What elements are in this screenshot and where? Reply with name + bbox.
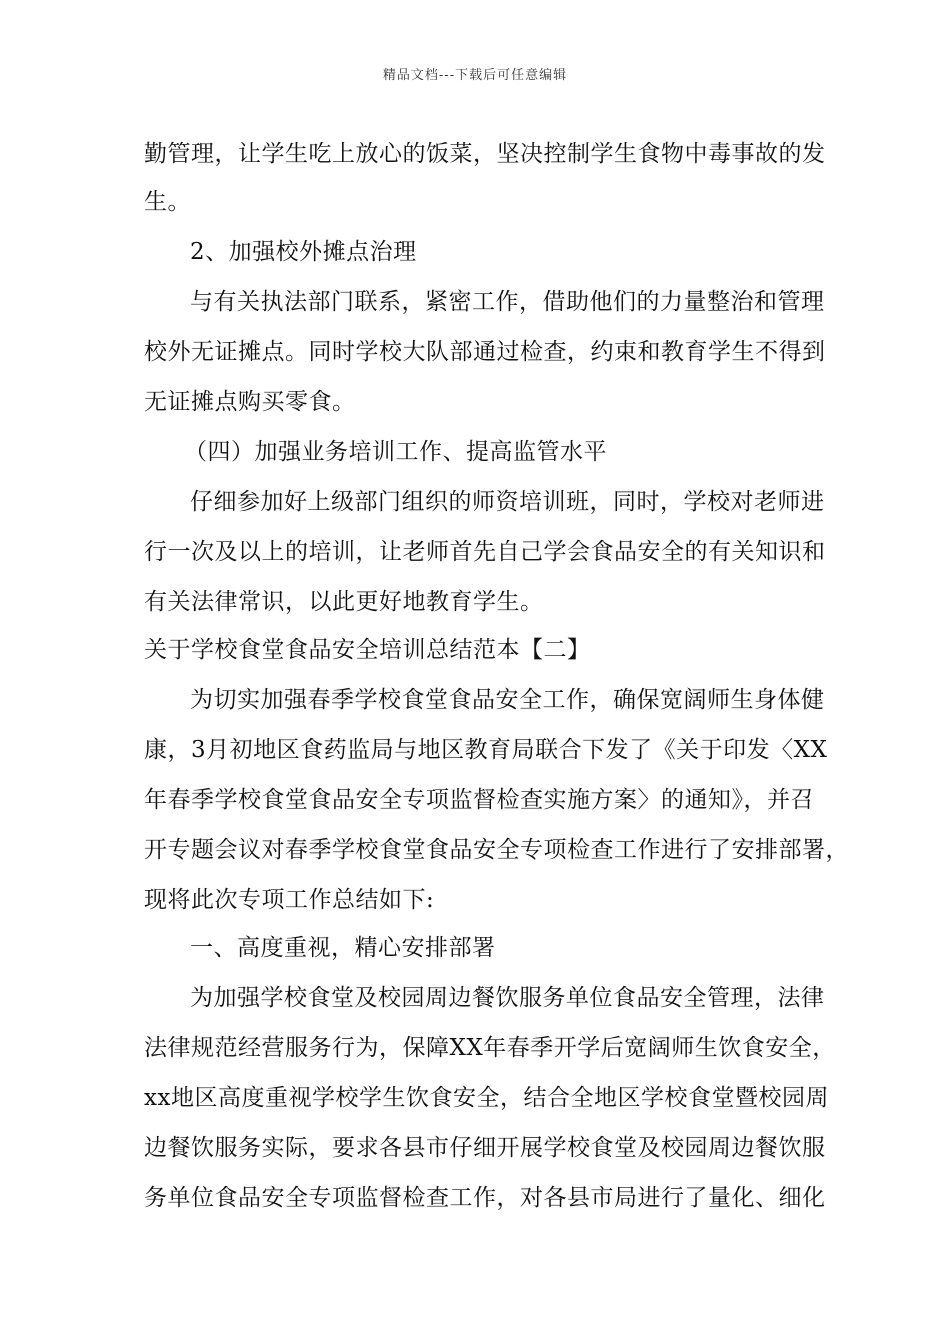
paragraph-line: 有关法律常识，以此更好地教育学生。 — [144, 589, 544, 615]
paragraph-line: 校外无证摊点。同时学校大队部通过检查，约束和教育学生不得到 — [144, 339, 826, 365]
paragraph-line: 无证摊点购买零食。 — [144, 389, 356, 415]
paragraph-line: 边餐饮服务实际，要求各县市仔细开展学校食堂及校园周边餐饮服 — [144, 1135, 826, 1161]
paragraph-line: 勤管理，让学生吃上放心的饭菜，坚决控制学生食物中毒事故的发 — [144, 141, 826, 167]
page-header: 精品文档---下载后可任意编辑 — [382, 68, 568, 83]
section-heading: 2、加强校外摊点治理 — [190, 239, 417, 265]
paragraph-line: 为切实加强春季学校食堂食品安全工作，确保宽阔师生身体健 — [190, 687, 825, 713]
section-heading: （四）加强业务培训工作、提高监管水平 — [184, 439, 607, 465]
paragraph-line: 行一次及以上的培训，让老师首先自己学会食品安全的有关知识和 — [144, 539, 826, 565]
paragraph-line: xx地区高度重视学校学生饮食安全，结合全地区学校食堂暨校园周 — [144, 1085, 829, 1111]
paragraph-line: 康，3月初地区食药监局与地区教育局联合下发了《关于印发〈XX — [144, 737, 828, 763]
paragraph-line: 开专题会议对春季学校食堂食品安全专项检查工作进行了安排部署， — [144, 837, 849, 863]
paragraph-line: 务单位食品安全专项监督检查工作，对各县市局进行了量化、细化 — [144, 1185, 826, 1211]
paragraph-line: 现将此次专项工作总结如下: — [144, 887, 435, 913]
section-heading: 一、高度重视，精心安排部署 — [190, 935, 496, 961]
paragraph-line: 法律规范经营服务行为，保障XX年春季开学后宽阔师生饮食安全， — [144, 1035, 836, 1061]
paragraph-line: 与有关执法部门联系，紧密工作，借助他们的力量整治和管理 — [190, 289, 825, 315]
document-title: 关于学校食堂食品安全培训总结范本【二】 — [144, 637, 591, 663]
paragraph-line: 为加强学校食堂及校园周边餐饮服务单位食品安全管理，法律 — [190, 985, 825, 1011]
paragraph-line: 年春季学校食堂食品安全专项监督检查实施方案〉的通知》，并召 — [144, 787, 814, 813]
paragraph-line: 生。 — [144, 189, 191, 215]
paragraph-line: 仔细参加好上级部门组织的师资培训班，同时，学校对老师进 — [190, 489, 825, 515]
